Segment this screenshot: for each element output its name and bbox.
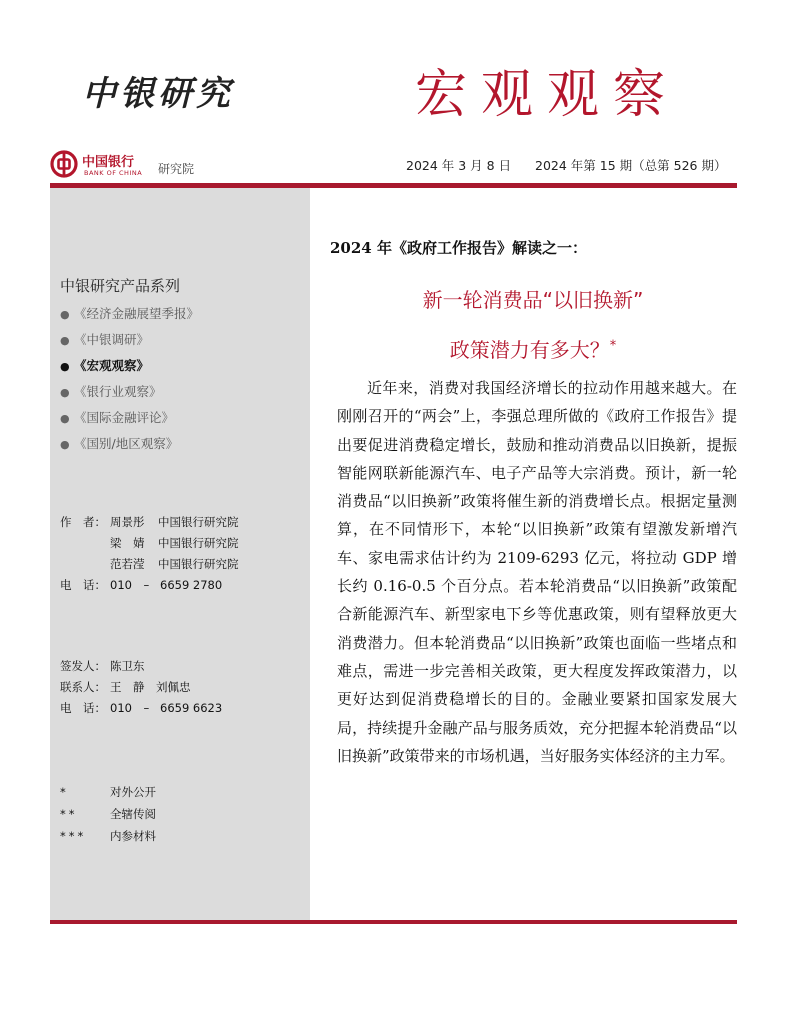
bullet-icon: ●	[60, 308, 70, 321]
confidentiality-label: 内参材料	[110, 829, 156, 843]
phone-label: 电 话：	[60, 701, 106, 715]
bank-name-cn: 中国银行	[82, 155, 135, 170]
author-name: 周景彤	[110, 515, 145, 529]
article-headline-line1: 新一轮消费品“以旧换新”	[422, 288, 644, 312]
series-item	[60, 434, 199, 460]
author-row	[60, 554, 239, 575]
confidentiality-row	[60, 781, 156, 803]
series-list	[60, 304, 199, 460]
confidentiality-mark: **	[60, 807, 78, 821]
signer-label: 签发人：	[60, 659, 106, 673]
contact-block	[60, 656, 222, 719]
publish-date: 2024 年 3 月 8 日	[406, 158, 512, 173]
series-item-label: 《银行业观察》	[74, 384, 162, 399]
article-body: 近年来，消费对我国经济增长的拉动作用越来越大。在刚刚召开的“两会”上，李强总理所做的《政府工作报告》提出要促进消费稳定增长，鼓励和推动消费品以旧换新，提振智能网联新能源汽车、电子产品等大宗消费。预计，新一轮消费品“以旧换新”政策将催生新的消费增长点。根据定量测算，在不同情形下，本轮“以旧换新”政策有望激发新增汽车、家电需求估计约为 2109-6293 亿元，将拉动 GDP 增长约 0.16-0.5 个百分点。若本轮消费品“以旧换新”政策配合新能源汽车、新型家电下乡等优惠政策，则有望释放更大消费潜力。但本轮消费品“以旧换新”政策也面临一些堵点和难点，需进一步完善相关政策，更大程度发挥政策潜力，以更好达到促消费稳增长的目的。金融业要紧扣国家发展大局，持续提升金融产品与服务质效，充分把握本轮消费品“以旧换新”政策带来的市场机遇，当好服务实体经济的主力军。	[337, 379, 737, 765]
institute-label: 研究院	[158, 162, 195, 176]
series-item	[60, 330, 199, 356]
series-item-label: 《经济金融展望季报》	[74, 306, 200, 321]
contact-phone-row	[60, 698, 222, 719]
bank-name-en: BANK OF CHINA	[84, 169, 143, 177]
confidentiality-row	[60, 825, 156, 847]
issue-number: 2024 年第 15 期（总第 526 期）	[535, 158, 727, 173]
phone-area: 010 –	[110, 701, 150, 715]
contact-phone: 6659 6623	[160, 701, 223, 715]
brand-script-logo: 中银研究	[82, 74, 234, 114]
series-item	[60, 304, 199, 330]
series-title: 中银研究产品系列	[60, 277, 181, 295]
contact-names: 王 静 刘佩忠	[110, 680, 191, 694]
footer-divider	[50, 920, 737, 924]
author-name: 梁 婧	[110, 536, 145, 550]
author-org: 中国银行研究院	[158, 557, 239, 571]
author-row	[60, 512, 239, 533]
series-item-label: 《国别/地区观察》	[74, 436, 179, 451]
bullet-icon: ●	[60, 412, 70, 425]
author-name: 范若滢	[110, 557, 145, 571]
bullet-icon: ●	[60, 386, 70, 399]
confidentiality-label: 对外公开	[110, 785, 156, 799]
series-item	[60, 408, 199, 434]
author-org: 中国银行研究院	[158, 536, 239, 550]
contact-row	[60, 677, 222, 698]
confidentiality-legend	[60, 781, 156, 847]
article-headline-line2	[330, 334, 736, 363]
series-item-label: 《国际金融评论》	[74, 410, 175, 425]
bank-of-china-logo-icon	[50, 150, 78, 178]
article-subtitle: 2024 年《政府工作报告》解读之一：	[330, 239, 587, 257]
bullet-icon: ●	[60, 438, 70, 451]
bullet-icon: ●	[60, 360, 70, 373]
headline-text: 政策潜力有多大？	[449, 338, 610, 362]
series-item-label: 《中银调研》	[74, 332, 150, 347]
author-phone-row	[60, 575, 239, 596]
authors-block	[60, 512, 239, 596]
series-item	[60, 382, 199, 408]
phone-area: 010 –	[110, 578, 150, 592]
confidentiality-label: 全辖传阅	[110, 807, 156, 821]
phone-label: 电 话：	[60, 578, 106, 592]
series-item-active	[60, 356, 199, 382]
author-org: 中国银行研究院	[158, 515, 239, 529]
authors-label: 作 者：	[60, 515, 106, 529]
bullet-icon: ●	[60, 334, 70, 347]
author-row	[60, 533, 239, 554]
headline-footnote-mark: *	[609, 338, 617, 354]
signer-row	[60, 656, 222, 677]
page-title: 宏观观察	[415, 65, 680, 125]
contact-label: 联系人：	[60, 680, 106, 694]
signer-name: 陈卫东	[110, 659, 145, 673]
confidentiality-mark: *	[60, 785, 69, 799]
confidentiality-mark: ***	[60, 829, 87, 843]
confidentiality-row	[60, 803, 156, 825]
series-item-label: 《宏观观察》	[74, 358, 150, 373]
author-phone: 6659 2780	[160, 578, 223, 592]
